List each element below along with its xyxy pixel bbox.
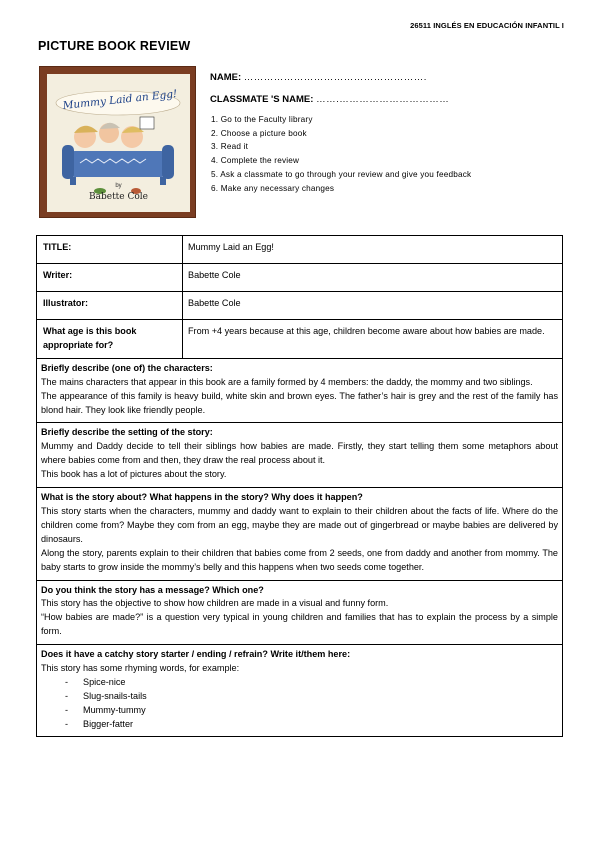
setting-question: Briefly describe the setting of the story: [41,427,213,438]
name-field[interactable] [210,72,427,83]
characters-answer-2: The appearance of this family is heavy build, white skin and brown eyes. The father’s hair is grey and the rest of the family has blond hair. They look like friendly people. [41,390,558,415]
instruction-step: 2. Choose a picture book [211,128,307,138]
story-cell[interactable] [37,488,563,580]
message-answer-1: This story has the objective to show how children are made in a visual and funny form. [41,598,389,609]
characters-cell[interactable] [37,358,563,423]
age-row [37,320,563,359]
setting-cell[interactable] [37,423,563,488]
instruction-step: 3. Read it [211,142,249,152]
classmate-name-field[interactable] [210,94,449,105]
story-answer-1: This story starts when the characters, mummy and daddy want to explain to their children about the facts of life. Where do the children come from? Maybe they com from an egg, maybe they are made out of gingerbread or maybe babies are delivered by dinosaurs. [41,505,558,544]
illustrator-value[interactable]: Babette Cole [183,292,563,320]
title-row [37,236,563,264]
starter-cell[interactable] [37,645,563,736]
message-question: Do you think the story has a message? Which one? [41,584,264,595]
rhyme-item: - Spice-nice [65,676,558,690]
review-table [36,235,563,737]
name-label: NAME: [210,72,244,83]
characters-question: Briefly describe (one of) the characters: [41,362,213,373]
setting-answer-2: This book has a lot of pictures about the story. [41,469,227,480]
characters-row [37,358,563,423]
starter-row [37,645,563,736]
message-row [37,580,563,645]
setting-row [37,423,563,488]
rhyme-list [41,676,558,732]
illustrator-label: Illustrator: [37,292,183,320]
rhyme-item: - Slug-snails-tails [65,690,558,704]
instructions-list [211,113,471,195]
starter-answer-intro: This story has some rhyming words, for example: [41,663,240,674]
instruction-step: 5. Ask a classmate to go through your review and give you feedback [211,169,472,179]
illustrator-row [37,292,563,320]
title-label: TITLE: [37,236,183,264]
story-row [37,488,563,580]
message-cell[interactable] [37,580,563,645]
age-value[interactable]: From +4 years because at this age, children become aware about how babies are made. [183,320,563,359]
starter-question: Does it have a catchy story starter / ending / refrain? Write it/them here: [41,649,351,660]
rhyme-item: - Bigger-fatter [65,718,558,732]
page-title: PICTURE BOOK REVIEW [38,39,191,53]
writer-row [37,264,563,292]
cover-author: Babette Cole [89,192,148,202]
setting-answer-1: Mummy and Daddy decide to tell their siblings how babies are made. Firstly, they start telling them some metaphors about where babies come from and then, they draw the real process about it. [41,441,558,466]
title-value[interactable]: Mummy Laid an Egg! [183,236,563,264]
classmate-name-blank[interactable]: …….…………………………… [316,94,450,105]
writer-value[interactable]: Babette Cole [183,264,563,292]
cover-by: by [115,183,122,189]
story-answer-2: Along the story, parents explain to their children that babies come from 2 seeds, one from daddy and another from mommy. The baby starts to grow inside the mommy’s belly and this happens when two seeds come together. [41,547,558,572]
writer-label: Writer: [37,264,183,292]
classmate-name-label: CLASSMATE 'S NAME: [210,94,317,105]
instruction-step: 6. Make any necessary changes [211,183,335,193]
story-question: What is the story about? What happens in the story? Why does it happen? [41,492,363,503]
characters-answer-1: The mains characters that appear in this book are a family formed by 4 members: the daddy, the mommy and two siblings. [41,376,533,387]
book-cover-image [39,66,196,218]
course-code: 26511 INGLÉS EN EDUCACIÓN INFANTIL I [410,21,564,30]
rhyme-item: - Mummy-tummy [65,704,558,718]
message-answer-2: “How babies are made?” is a question very typical in young children and families that has to explain the process by a simple form. [41,612,558,637]
instruction-step: 1. Go to the Faculty library [211,115,313,124]
cover-title: Mummy Laid an Egg! [62,88,178,112]
name-blank[interactable]: ………………………………………………. [243,72,427,83]
age-label: What age is this book appropriate for? [37,320,183,359]
instruction-step: 4. Complete the review [211,156,300,166]
